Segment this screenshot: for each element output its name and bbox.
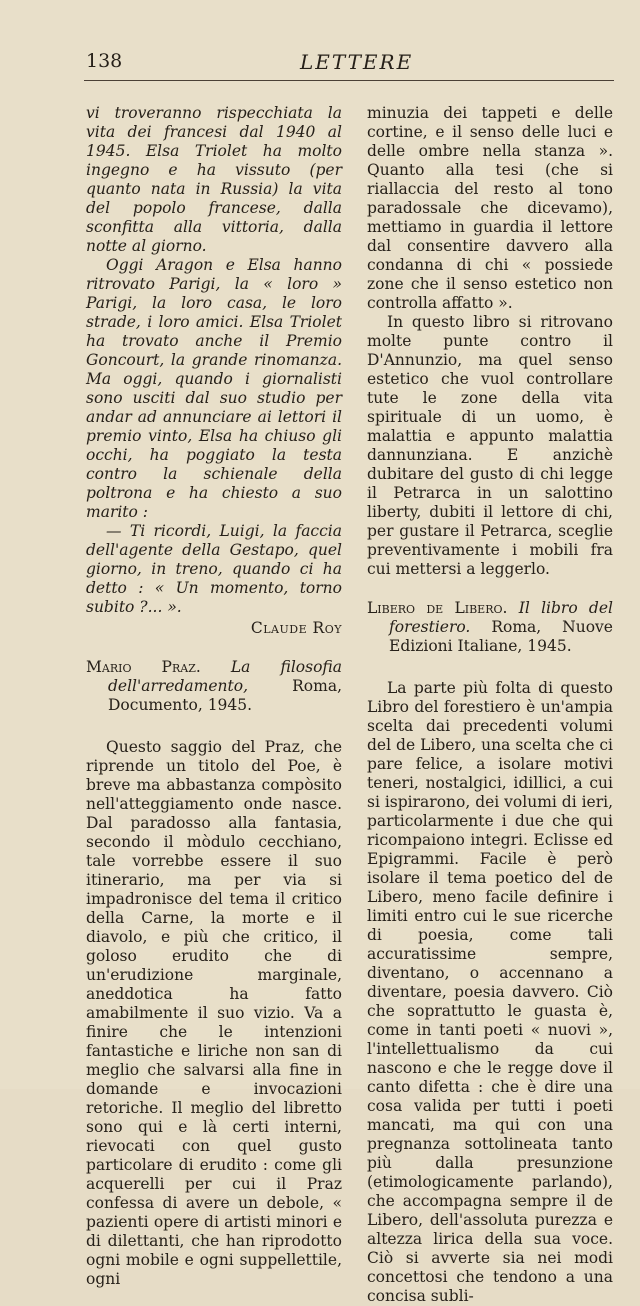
right-column (367, 104, 613, 1306)
left-column (86, 104, 342, 1289)
page-header (86, 50, 610, 80)
signature: Claude Roy (250, 619, 342, 637)
review-publisher: Roma, Documento, 1945. (108, 677, 342, 714)
review-title: Il libro del forestiero. (389, 599, 613, 636)
review-paragraph: minuzia dei tappeti e delle cortine, e il senso delle luci e delle ombre nella stanza ». Quanto alla tesi (che si riallaccia del resto al tono paradossale che dicevamo), mettiamo in guardia il lettore dal consentire davvero alla condanna di chi « possiede zone che il senso estetico non controlla affatto ». (367, 104, 613, 312)
review-paragraph: La parte più folta di questo Libro del forestiero è un'ampia scelta dai precedenti volumi del de Libero, una scelta che ci pare felice, a isolare motivi teneri, nostalgici, idillici, a cui si ispirarono, dei volumi di ieri, particolarmente i due che qui ricompaiono integri. Eclisse ed Epigrammi. Facile è però isolare il tema poetico del de Libero, meno facile definire i limiti entro cui le sue ricerche di poesia, come tali accuratissime sempre, diventano, o accennano a diventare, poesia davvero. Ciò che soprattutto le guasta è, come in tanti poeti « nuovi », l'intellettualismo da cui nascono e che le regge dove il canto difetta : che è dire una cosa valida per tutti i poeti mancati, ma qui con una pregnanza sottolineata tanto più dalla presunzione (etimologicamente parlando), che accompagna sempre il de Libero, dell'assoluta purezza e altezza lirica della sua voce. Ciò si avverte sia nei modi concettosi che tendono a una concisa subli- (367, 679, 614, 1305)
review-heading (367, 599, 613, 656)
review-author: Libero de Libero. (367, 599, 508, 617)
article-paragraph: — Ti ricordi, Luigi, la faccia dell'agente della Gestapo, quel giorno, in treno, quando ci ha detto : « Un momento, torno subito ?... ». (86, 522, 342, 616)
header-rule (84, 80, 614, 81)
review-paragraph: In questo libro si ritrovano molte punte contro il D'Annunzio, ma quel senso estetico che vuol controllare tute le zone della vita spirituale di un uomo, è malattia e appunto malattia dannunziana. E anzichè dubitare del gusto di chi legge il Petrarca in un salottino liberty, dubiti il lettore di chi, per gustare il Petrarca, sceglie preventivamente i mobili fra cui mettersi a leggerlo. (367, 313, 613, 578)
review-heading (86, 658, 342, 715)
review-publisher: Roma, Nuove Edizioni Italiane, 1945. (389, 618, 613, 655)
review-title: La filosofia dell'arredamento, (108, 658, 342, 695)
article-paragraph: vi troveranno rispecchiata la vita dei francesi dal 1940 al 1945. Elsa Triolet ha molto ingegno e ha vissuto (per quanto nata in Russia) la vita del popolo francese, dalla sconfitta alla vittoria, dalla notte al giorno. (86, 104, 342, 255)
review-paragraph: Questo saggio del Praz, che riprende un titolo del Poe, è breve ma abbastanza compòsito nell'atteggiamento onde nasce. Dal paradosso alla fantasia, secondo il mòdulo cecchiano, tale vorrebbe essere il suo itinerario, ma per via si impadronisce del tema il critico della Carne, la morte e il diavolo, e più che critico, il goloso erudito che di un'erudizione marginale, aneddotica ha fatto amabilmente il suo vizio. Va a finire che le intenzioni fantastiche e liriche non san di meglio che salvarsi alla fine in domande e invocazioni retoriche. Il meglio del libretto sono qui e là certi interni, rievocati con quel gusto particolare di erudito : come gli acquerelli per cui il Praz confessa di avere un debole, « pazienti opere di artisti minori e di dilettanti, che han riprodotto ogni mobile e ogni suppellettile, ogni (86, 738, 342, 1288)
review-author: Mario Praz. (86, 658, 201, 676)
article-paragraph: Oggi Aragon e Elsa hanno ritrovato Parigi, la « loro » Parigi, la loro casa, le loro strade, i loro amici. Elsa Triolet ha trovato anche il Premio Goncourt, la grande rinomanza. Ma oggi, quando i giornalisti sono usciti dal suo studio per andar ad annunciare ai lettori il premio vinto, Elsa ha chiuso gli occhi, ha poggiato la testa contro la schienale della poltrona e ha chiesto a suo marito : (86, 256, 342, 521)
running-title: LETTERE (300, 50, 414, 74)
page-number: 138 (86, 50, 123, 72)
